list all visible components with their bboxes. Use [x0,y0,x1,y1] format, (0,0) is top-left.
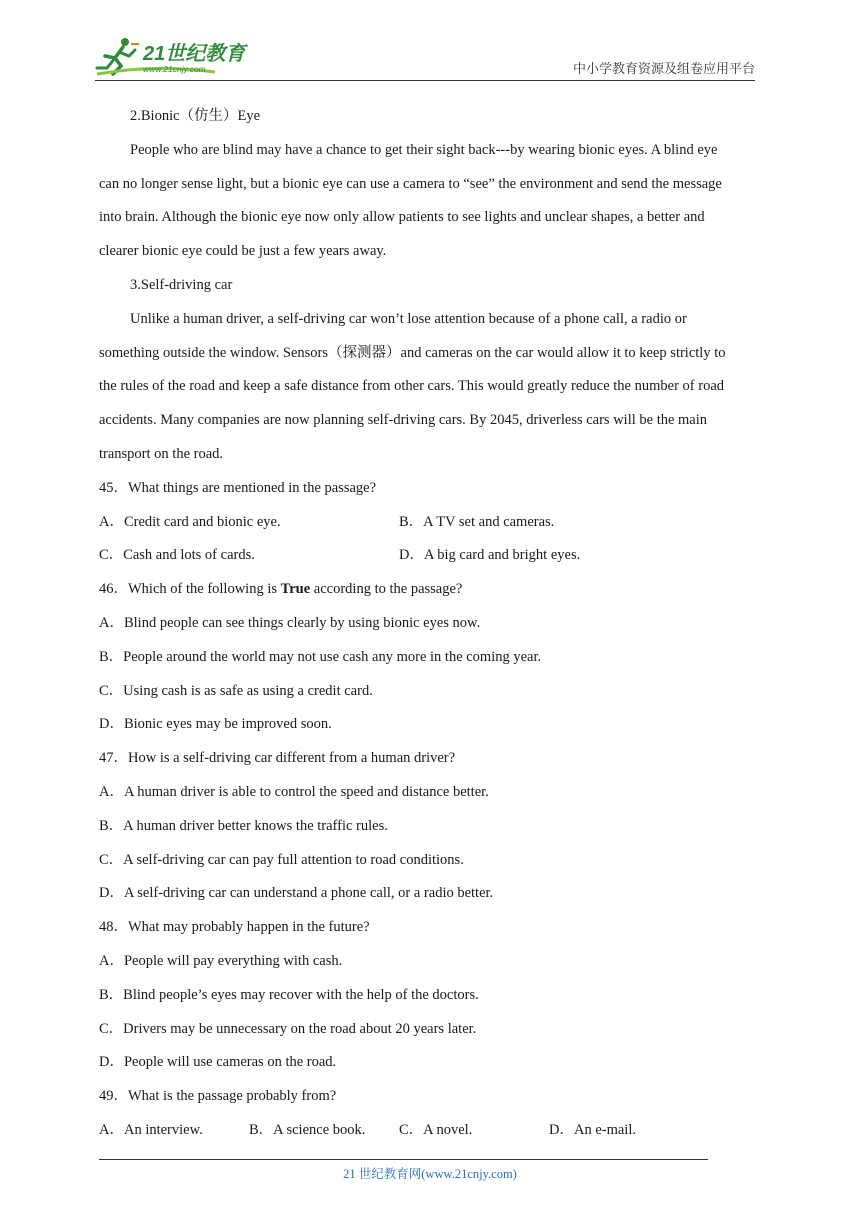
question-47-stem: 47．How is a self-driving car different from a human driver? [99,750,456,767]
question-48-stem: 48．What may probably happen in the future? [99,919,370,936]
question-45-option-b: B．A TV set and cameras. [399,513,555,530]
question-49-options-row [99,1114,759,1148]
question-48-option-b: B．Blind people’s eyes may recover with the help of the doctors. [99,986,479,1003]
site-logo [95,34,265,78]
question-47-option-d: D．A self-driving car can understand a phone call, or a radio better. [99,885,494,902]
question-48-option-d: D．People will use cameras on the road. [99,1054,337,1071]
question-45-stem: 45．What things are mentioned in the passage? [99,479,377,496]
question-46-option-d: D．Bionic eyes may be improved soon. [99,716,332,733]
question-49-stem: 49．What is the passage probably from? [99,1088,337,1105]
question-45-option-c: C．Cash and lots of cards. [99,547,255,564]
paragraph-line: transport on the road. [99,445,224,462]
paragraph-line: clearer bionic eye could be just a few years away. [99,243,387,260]
svg-text:21世纪教育: 21世纪教育 [143,43,246,65]
question-46-stem [99,573,759,607]
footer-divider [99,1159,708,1160]
paragraph-line: can no longer sense light, but a bionic eye can use a camera to “see” the environment and send the message [99,175,722,192]
document-body [99,100,759,1148]
question-47-option-c: C．A self-driving car can pay full attention to road conditions. [99,851,464,868]
question-46-option-c: C．Using cash is as safe as using a credit card. [99,682,373,699]
question-49-option-b: B．A science book. [249,1121,366,1138]
page-header [95,34,755,81]
question-46-stem-bold: True [280,581,311,598]
question-48-option-c: C．Drivers may be unnecessary on the road about 20 years later. [99,1020,477,1037]
question-46-option-a: A．Blind people can see things clearly by using bionic eyes now. [99,614,481,631]
question-47-option-a: A．A human driver is able to control the speed and distance better. [99,783,489,800]
section-title-bionic-eye: 2.Bionic（仿生）Eye [130,108,261,124]
question-46-stem-post: according to the passage? [310,581,463,598]
header-platform-name: 中小学教育资源及组卷应用平台 [572,62,755,77]
paragraph-line: into brain. Although the bionic eye now only allow patients to see lights and unclear shapes, a better and [99,209,705,226]
question-46-stem-pre: 46．Which of the following is [99,581,281,598]
question-48-option-a: A．People will pay everything with cash. [99,952,343,969]
question-45-option-a: A．Credit card and bionic eye. [99,513,281,530]
question-47-option-b: B．A human driver better knows the traffic rules. [99,817,388,834]
paragraph-line: the rules of the road and keep a safe distance from other cars. This would greatly reduce the number of road [99,378,725,395]
question-45-options-row-1 [99,506,759,540]
question-49-option-d: D．An e-mail. [549,1121,636,1138]
question-49-option-c: C．A novel. [399,1121,473,1138]
paragraph-line: Unlike a human driver, a self-driving car won’t lose attention because of a phone call, a radio or [130,310,687,327]
question-45-option-d: D．A big card and bright eyes. [399,547,581,564]
paragraph-line: accidents. Many companies are now planning self-driving cars. By 2045, driverless cars will be the main [99,412,708,429]
question-46-option-b: B．People around the world may not use cash any more in the coming year. [99,648,542,665]
footer-link[interactable]: 21 世纪教育网(www.21cnjy.com) [343,1167,517,1181]
section-title-self-driving-car: 3.Self-driving car [130,276,233,293]
svg-text:www.21cnjy.com: www.21cnjy.com [143,64,206,74]
question-45-options-row-2 [99,539,759,573]
paragraph-line: People who are blind may have a chance to get their sight back---by wearing bionic eyes. A blind eye [130,141,718,158]
question-49-option-a: A．An interview. [99,1121,203,1138]
paragraph-line: something outside the window. Sensors（探测器）and cameras on the car would allow it to keep strictly to [99,344,726,361]
